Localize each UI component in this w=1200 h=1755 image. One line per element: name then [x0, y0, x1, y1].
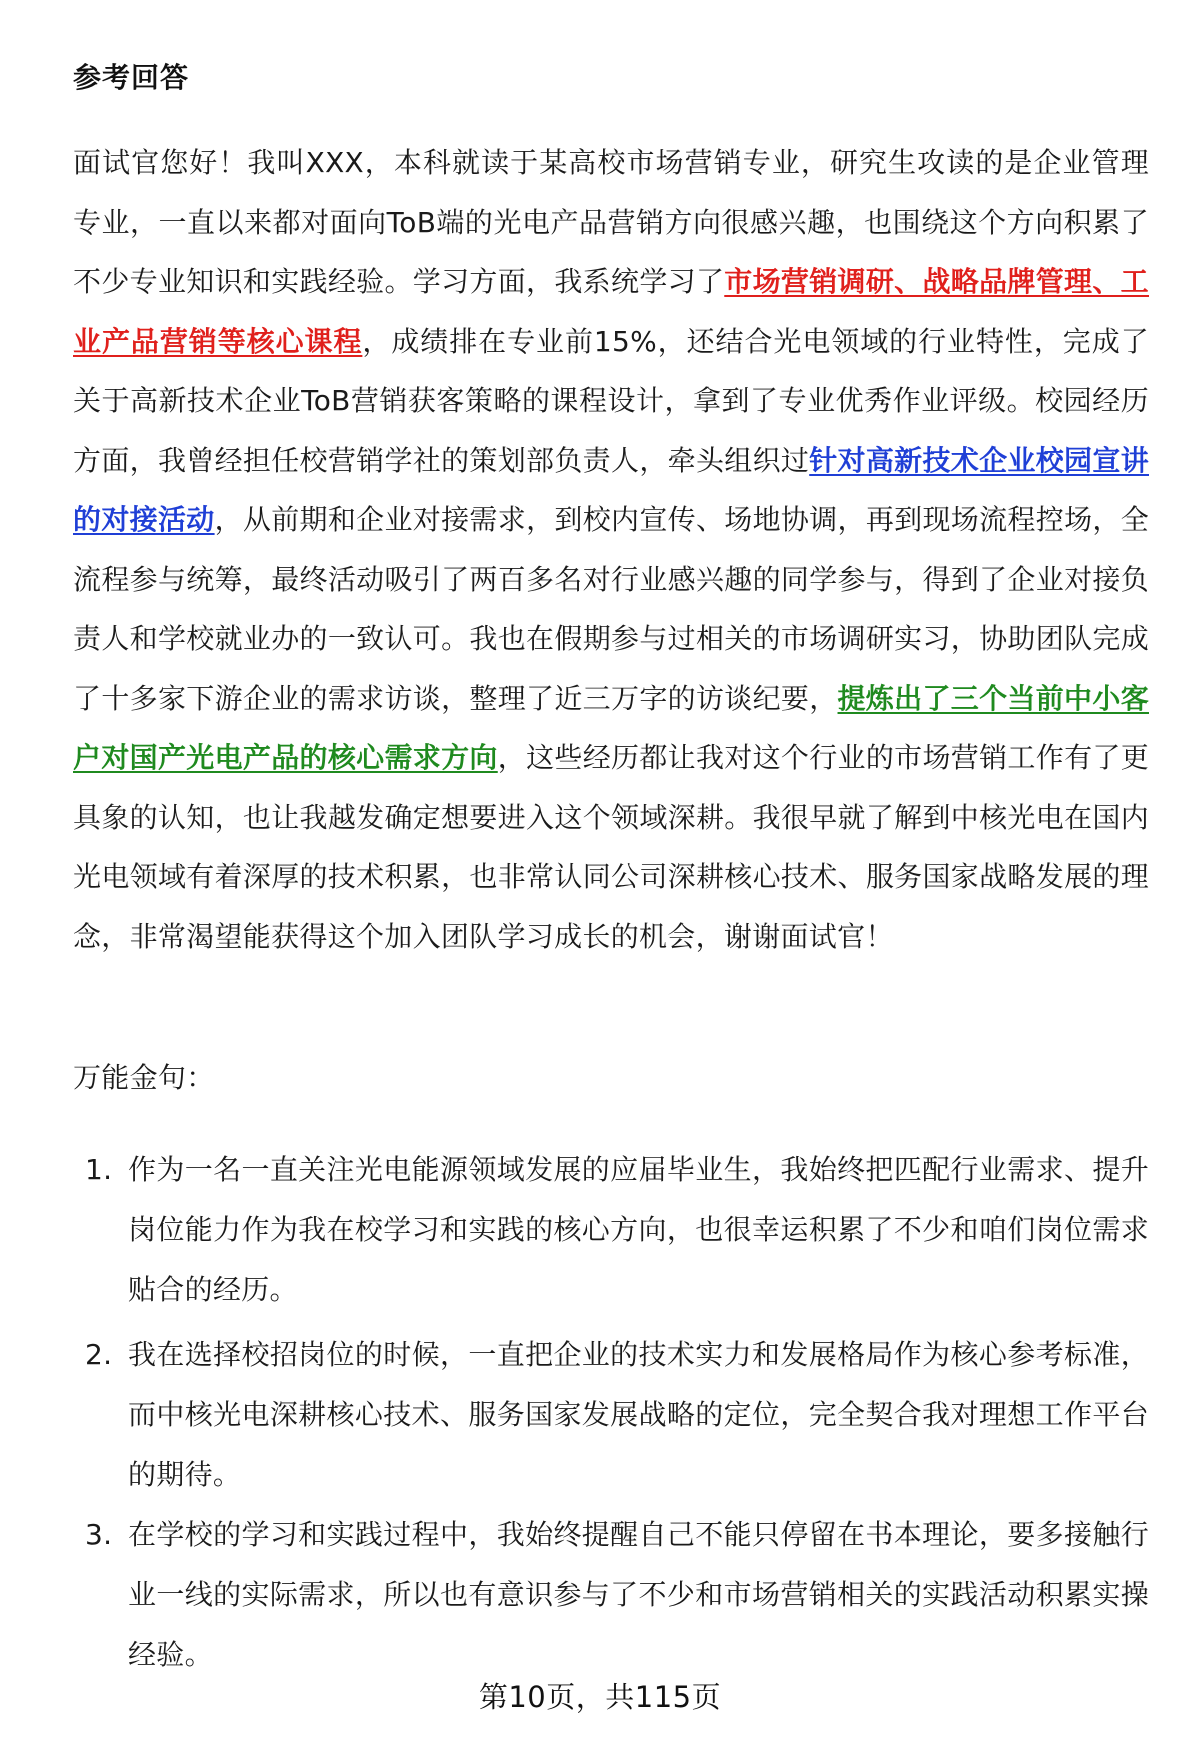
list-item-number: 3. — [85, 1518, 113, 1551]
golden-sentences-list — [73, 1140, 1149, 1685]
list-item-number: 1. — [85, 1153, 113, 1186]
answer-text-2: ，成绩排在专业前15%，还结合光电领域的行业特性，完成了关于高新技术企业ToB营销获客策略的课程设计，拿到了专业优秀作业评级。校园经历方面，我曾经担任校营销学社的策划部负责人，牵头组织过 — [73, 324, 1149, 477]
section-heading: 参考回答 — [73, 61, 190, 94]
list-item-text: 在学校的学习和实践过程中，我始终提醒自己不能只停留在书本理论，要多接触行业一线的实际需求，所以也有意识参与了不少和市场营销相关的实践活动积累实操经验。 — [128, 1518, 1149, 1671]
highlight-courses: 市场营销调研、战略品牌管理、工业产品营销等核心课程 — [73, 265, 1149, 358]
list-item — [73, 1505, 1149, 1685]
list-item-number: 2. — [85, 1338, 113, 1371]
list-item — [73, 1325, 1149, 1505]
page-number-footer: 第10页，共115页 — [478, 1680, 722, 1714]
highlight-customer-needs: 提炼出了三个当前中小客户对国产光电产品的核心需求方向 — [73, 681, 1149, 774]
answer-text-4: ，这些经历都让我对这个行业的市场营销工作有了更具象的认知，也让我越发确定想要进入这个领域深耕。我很早就了解到中核光电在国内光电领域有着深厚的技术积累，也非常认同公司深耕核心技术、服务国家战略发展的理念，非常渴望能获得这个加入团队学习成长的机会，谢谢面试官！ — [73, 741, 1149, 953]
answer-text-1: 面试官您好！我叫XXX，本科就读于某高校市场营销专业，研究生攻读的是企业管理专业，一直以来都对面向ToB端的光电产品营销方向很感兴趣，也围绕这个方向积累了不少专业知识和实践经验。学习方面，我系统学习了 — [73, 146, 1149, 298]
list-item-text: 我在选择校招岗位的时候，一直把企业的技术实力和发展格局作为核心参考标准，而中核光电深耕核心技术、服务国家发展战略的定位，完全契合我对理想工作平台的期待。 — [128, 1338, 1149, 1491]
highlight-campus-activity: 针对高新技术企业校园宣讲的对接活动 — [73, 443, 1149, 536]
list-item — [73, 1140, 1149, 1325]
list-item-text: 作为一名一直关注光电能源领域发展的应届毕业生，我始终把匹配行业需求、提升岗位能力作为我在校学习和实践的核心方向，也很幸运积累了不少和咱们岗位需求贴合的经历。 — [128, 1153, 1149, 1306]
golden-sentences-title: 万能金句： — [73, 1061, 215, 1094]
answer-paragraph — [73, 133, 1149, 966]
answer-text-3: ，从前期和企业对接需求，到校内宣传、场地协调，再到现场流程控场，全流程参与统筹，最终活动吸引了两百多名对行业感兴趣的同学参与，得到了企业对接负责人和学校就业办的一致认可。我也在假期参与过相关的市场调研实习，协助团队完成了十多家下游企业的需求访谈，整理了近三万字的访谈纪要， — [73, 503, 1149, 715]
